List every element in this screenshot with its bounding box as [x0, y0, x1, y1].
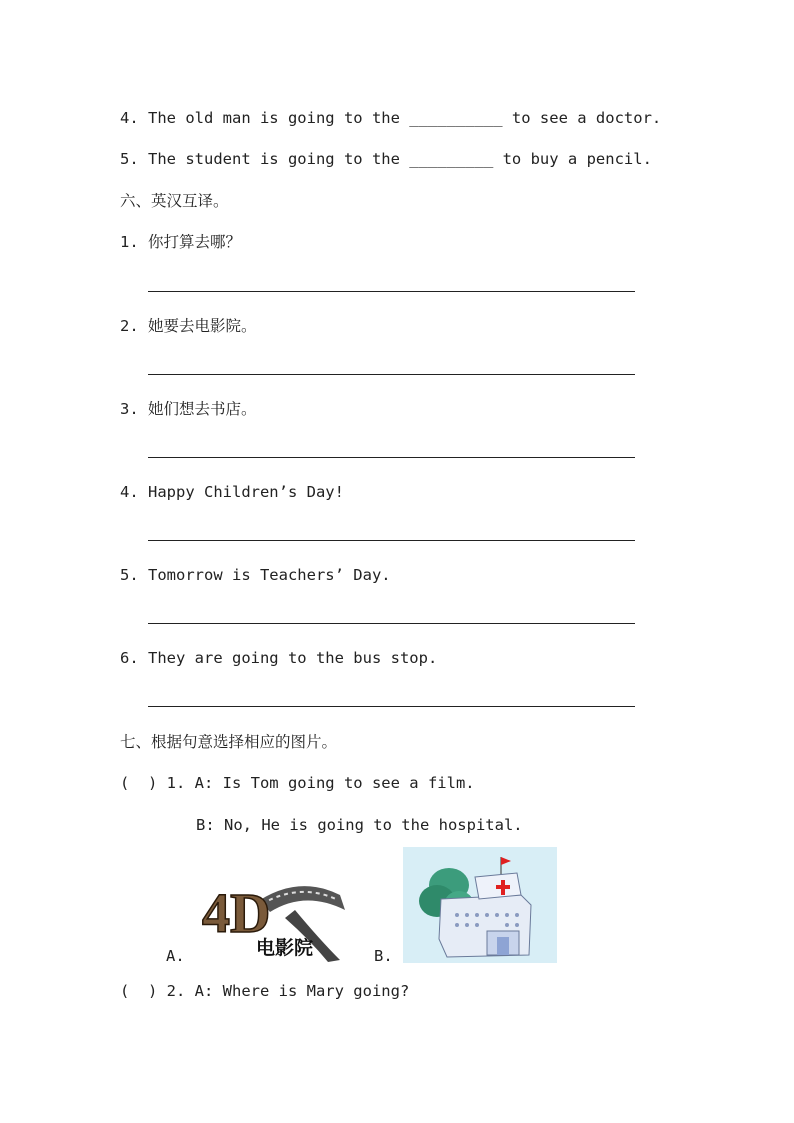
question-2-a: ( ) 2. A: Where is Mary going?: [120, 982, 410, 1000]
answer-line-3[interactable]: [148, 457, 635, 458]
option-b-label: B.: [374, 947, 393, 965]
question-1-a: ( ) 1. A: Is Tom going to see a film.: [120, 774, 475, 792]
hospital-image: [403, 847, 557, 963]
translate-item-3: 3. 她们想去书店。: [120, 400, 257, 418]
answer-line-6[interactable]: [148, 706, 635, 707]
cinema-caption: 电影院: [256, 938, 314, 959]
cinema-4d-image: [200, 870, 345, 962]
translate-item-1: 1. 你打算去哪？: [120, 233, 241, 251]
answer-line-2[interactable]: [148, 374, 635, 375]
answer-line-4[interactable]: [148, 540, 635, 541]
translate-item-6: 6. They are going to the bus stop.: [120, 649, 438, 667]
answer-line-5[interactable]: [148, 623, 635, 624]
cinema-4d-logo: 4D: [202, 883, 271, 945]
section-6-heading: 六、英汉互译。: [120, 192, 229, 210]
question-1-b: B: No, He is going to the hospital.: [196, 816, 523, 834]
translate-item-2: 2. 她要去电影院。: [120, 317, 257, 335]
fill-item-4: 4. The old man is going to the __________ to see a doctor.: [120, 109, 662, 127]
answer-line-1[interactable]: [148, 291, 635, 292]
fill-item-5: 5. The student is going to the _________ to buy a pencil.: [120, 150, 652, 168]
section-7-heading: 七、根据句意选择相应的图片。: [120, 733, 338, 751]
translate-item-5: 5. Tomorrow is Teachers’ Day.: [120, 566, 391, 584]
translate-item-4: 4. Happy Children’s Day!: [120, 483, 344, 501]
option-a-label: A.: [166, 947, 185, 965]
